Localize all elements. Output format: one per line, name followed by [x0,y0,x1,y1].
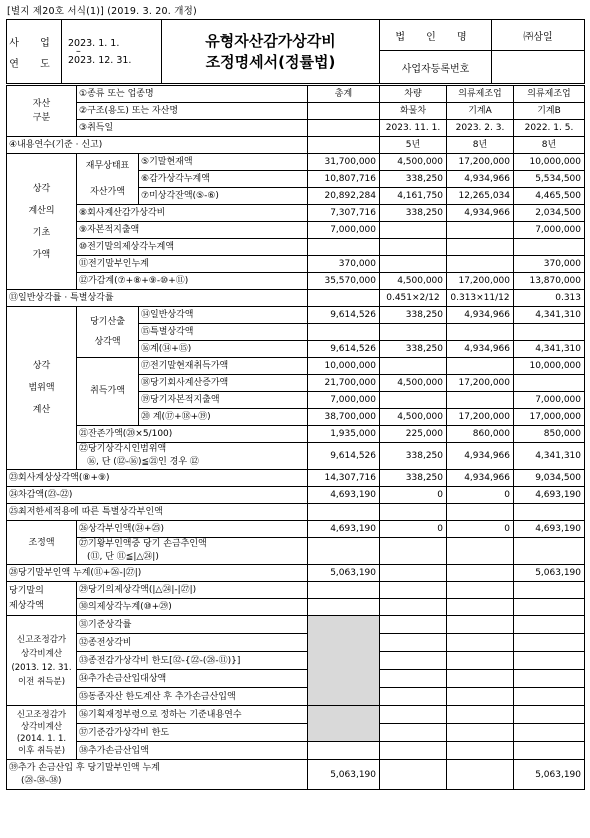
table-row: ㊲기준감가상각비 한도 [7,724,585,742]
table-row: ⑱당기회사계산증가액 21,700,000 4,500,000 17,200,000 [7,375,585,392]
table-row: ⑫가감계(⑦+⑧+⑨-⑩+⑪) 35,570,000 4,500,000 17,200,000 13,870,000 [7,273,585,290]
table-row: ⑪전기말부인누계 370,000 370,000 [7,256,585,273]
table-row: 신고조정감가 상각비계산 (2013. 12. 31. 이전 취득분) ㉛기준상각률 [7,616,585,634]
table-row: ㊴추가 손금산입 후 당기말부인액 누계 (㉘-㊳-㊳) 5,063,190 5,063,190 [7,760,585,790]
table-row: ㉔차감액(㉓-㉒) 4,693,190 0 0 4,693,190 [7,487,585,504]
table-row: ⑧회사계산감가상각비 7,307,716 338,250 4,934,966 2,034,500 [7,205,585,222]
year-end-deemed-label: 당기말의 제상각액 [7,582,77,616]
table-row: 자산 구분 ①종류 또는 업종명 총계 차량 의류제조업 의류제조업 [7,86,585,103]
tax-2013-label: 신고조정감가 상각비계산 (2013. 12. 31. 이전 취득분) [7,616,77,706]
table-row: ⑥감가상각누계액 10,807,716 338,250 4,934,966 5,534,500 [7,171,585,188]
form-frame [6,19,584,833]
table-row: ⑦미상각잔액(⑤-⑥) 20,892,284 4,161,750 12,265,034 4,465,500 [7,188,585,205]
biz-no [492,51,585,84]
current-calc-label: 당기산출 상각액 [77,307,139,358]
shaded-cell [308,706,380,742]
table-row: ②구조(용도) 또는 자산명 화물차 기계A 기계B [7,103,585,120]
table-row: ㉟동종자산 한도계산 후 추가손금산입액 [7,688,585,706]
business-year-period: 2023. 1. 1. – 2023. 12. 31. [62,20,162,84]
col-header-total: 총계 [308,86,380,103]
table-row: ㉑잔존가액(⑳×5/100) 1,935,000 225,000 860,000 850,000 [7,426,585,443]
col-header-apparel-2: 의류제조업 [514,86,585,103]
tax-2014-label: 신고조정감가 상각비계산 (2014. 1. 1. 이후 취득분) [7,706,77,760]
table-row: 상각 계산의 기초 가액 재무상태표 자산가액 ⑤기말현재액 31,700,000 4,500,000 17,200,000 10,000,000 [7,154,585,171]
table-row: ㉝종전감가상각비 한도[㉜-{㉒-(㉘-⑪)}] [7,652,585,670]
corp-name: ㈜삼일 [492,20,585,51]
fs-amount-label: 재무상태표 자산가액 [77,154,139,205]
table-row: 취득가액 ⑰전기말현재취득가액 10,000,000 10,000,000 [7,358,585,375]
table-row: ㊳추가손금산입액 [7,742,585,760]
table-row: ㉜종전상각비 [7,634,585,652]
col-header-vehicle: 차량 [380,86,447,103]
table-row: ⑩전기말의제상각누계액 [7,239,585,256]
table-row: 상각 범위액 계산 당기산출 상각액 ⑭일반상각액 9,614,526 338,250 4,934,966 4,341,310 [7,307,585,324]
table-row: ㉘당기말부인액 누계(⑪+㉖-|㉗|) 5,063,190 5,063,190 [7,565,585,582]
table-row: ④내용연수(기준 · 신고) 5년 8년 8년 [7,137,585,154]
form-header [6,19,585,84]
table-row: 신고조정감가 상각비계산 (2014. 1. 1. 이후 취득분) ㊱기획재정부령으로 정하는 기준내용연수 [7,706,585,724]
table-row: 조정액 ㉖상각부인액(㉔+㉕) 4,693,190 0 0 4,693,190 [7,521,585,538]
table-row: ③취득일 2023. 11. 1. 2023. 2. 3. 2022. 1. 5. [7,120,585,137]
biz-no-label: 사업자등록번호 [380,51,492,84]
acq-value-label: 취득가액 [77,358,139,426]
shaded-cell [308,616,380,706]
table-row: ⑨자본적지출액 7,000,000 7,000,000 [7,222,585,239]
business-year-label: 사 업 연 도 [7,20,62,84]
table-row: ⑬일반상각률 · 특별상각률 0.451×2/12 0.313×11/12 0.313 [7,290,585,307]
table-row: ㉓회사계상상각액(⑧+⑨) 14,307,716 338,250 4,934,966 9,034,500 [7,470,585,487]
form-identifier: [별지 제20호 서식(1)] (2019. 3. 20. 개정) [7,6,197,17]
table-row: ㉕최저한세적용에 따른 특별상각부인액 [7,504,585,521]
table-row: ㉞추가손금산입대상액 [7,670,585,688]
table-row: ⑯계(⑭+⑮) 9,614,526 338,250 4,934,966 4,341,310 [7,341,585,358]
depreciation-table: 자산 구분 ①종류 또는 업종명 총계 차량 의류제조업 의류제조업 ②구조(용도) 또는 자산명 화물차 기계A 기계B ③취득일 2023. 11. 1. 2023. 2. 3. 2022. 1. 5. ④내용연수(기준 · 신고) 5년 8년 8년 상각 계산의 기초 가액 재무상태표 자산가액 ⑤기말현재액 31,700,000 4,500,000 17,200,000 10,000,000 ⑥감가상각누계액 10,807,716 338,250 4,934,966 5,534,500 ⑦미상각잔액(⑤-⑥) 20,892,284 4,161,750 12,265,034 4,465,500 ⑧회사계산감가상각비 7,307,716 338,250 4,934,966 2,034,500 ⑨자본적지출액 7,000,000 7,000,000 ⑩전기말의제상각누계액 ⑪전기말부인누계 370,000 370,000 ⑫가감계(⑦+⑧+⑨-⑩+⑪) 35,570,000 4,500,000 17,200,000 13,870,000 ⑬일반상각률 · 특별상각률 0.451×2/12 0.313×11/12 0.313 상각 범위액 계산 당기산출 상각액 ⑭일반상각액 9,614,526 338,250 4,934,966 4,341,310 ⑮특별상각액 ⑯계(⑭+⑮) 9,614,526 338,250 4,934,966 4,341,310 취득가액 ⑰전기말현재취득가액 10,000,000 10,000,000 ⑱당기회사계산증가액 21,700,000 4,500,000 17,200,000 ⑲당기자본적지출액 7,000,000 7,000,000 ⑳ 계(⑰+⑱+⑲) 38,700,000 4,500,000 17,200,000 17,000,000 ㉑잔존가액(⑳×5/100) 1,935,000 225,000 860,000 850,000 ㉒당기상각시인범위액 ⑯, 단 (⑫-⑯)≦㉑인 경우 ⑫ 9,614,526 338,250 4,934,966 4,341,310 ㉓회사계상상각액(⑧+⑨) 14,307,716 338,250 4,934,966 9,034,500 ㉔차감액(㉓-㉒) 4,693,190 0 0 4,693,190 ㉕최저한세적용에 따른 특별상각부인액 조정액 ㉖상각부인액(㉔+㉕) 4,693,190 0 0 4,693,190 ㉗기왕부인액중 당기 손금추인액 (⑪, 단 ⑪≦|△㉔|) ㉘당기말부인액 누계(⑪+㉖-|㉗|) 5,063,190 5,063,190 당기말의 제상각액 ㉙당기의제상각액(|△㉔|-|㉗|) ㉚의제상각누계(⑩+㉙) 신고조정감가 상각비계산 (2013. 12. 31. 이전 취득분) ㉛기준상각률 ㉜종전상각비 ㉝종전감가상각비 한도[㉜-{㉒-(㉘-⑪)}] ㉞추가손금산입대상액 ㉟동종자산 한도계산 후 추가손금산입액 신고조정감가 상각비계산 (2014. 1. 1. 이후 취득분) ㊱기획재정부령으로 정하는 기준내용연수 ㊲기준감가상각비 한도 ㊳추가손금산입액 ㊴추가 손금산입 후 당기말부인액 누계 (㉘-㊳-㊳) 5,063,190 5,063,190 [6,85,585,790]
table-row: 당기말의 제상각액 ㉙당기의제상각액(|△㉔|-|㉗|) [7,582,585,599]
asset-category-label: 자산 구분 [7,86,77,137]
adjust-label: 조정액 [7,521,77,565]
corp-name-label: 법 인 명 [380,20,492,51]
calc-scope-label: 상각 범위액 계산 [7,307,77,470]
table-row: ⑳ 계(⑰+⑱+⑲) 38,700,000 4,500,000 17,200,000 17,000,000 [7,409,585,426]
table-row: ㉚의제상각누계(⑩+㉙) [7,599,585,616]
table-row: ⑮특별상각액 [7,324,585,341]
col-header-apparel-1: 의류제조업 [447,86,514,103]
form-title: 유형자산감가상각비 조정명세서(정률법) [162,20,380,84]
table-row: ⑲당기자본적지출액 7,000,000 7,000,000 [7,392,585,409]
calc-basis-label: 상각 계산의 기초 가액 [7,154,77,290]
